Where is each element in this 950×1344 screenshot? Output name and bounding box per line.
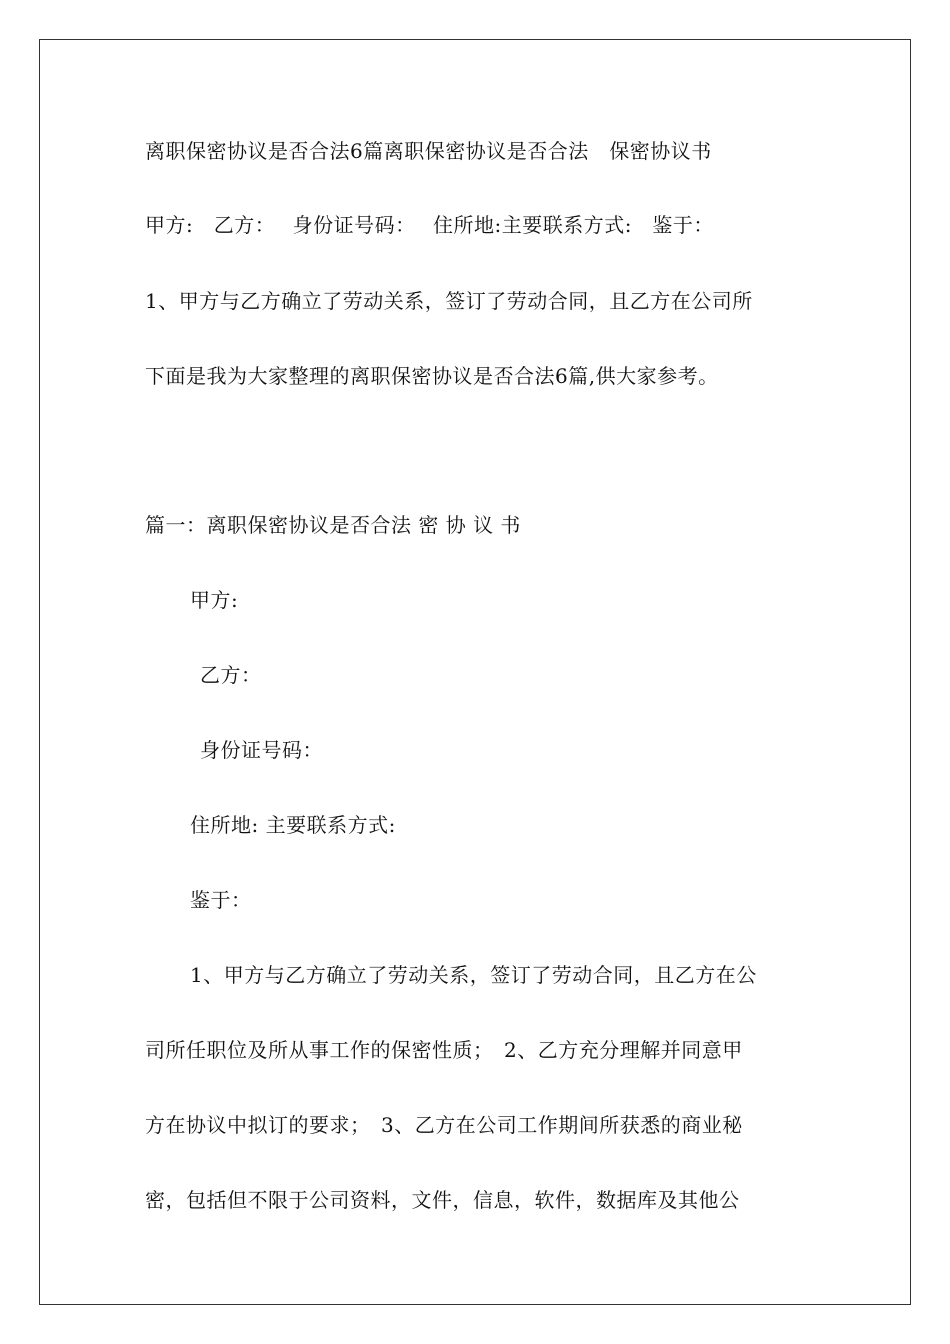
address-contact-label: 住所地: 主要联系方式: <box>190 813 396 837</box>
clause-line-4: 密，包括但不限于公司资料，文件，信息，软件，数据库及其他公 <box>145 1188 740 1212</box>
doc-title-line: 离职保密协议是否合法6篇离职保密协议是否合法 保密协议书 <box>145 139 712 163</box>
intro-line: 下面是我为大家整理的离职保密协议是否合法6篇,供大家参考。 <box>145 364 719 388</box>
parties-summary-line: 甲方: 乙方： 身份证号码： 住所地:主要联系方式: 鉴于： <box>145 213 714 237</box>
summary-clause-line: 1、甲方与乙方确立了劳动关系，签订了劳动合同，且乙方在公司所 <box>145 289 753 313</box>
clause-line-3: 方在协议中拟订的要求； 3、乙方在公司工作期间所获悉的商业秘 <box>145 1113 743 1137</box>
party-a-label: 甲方: <box>190 588 239 612</box>
whereas-label: 鉴于： <box>190 888 252 912</box>
section-heading: 篇一：离职保密协议是否合法 密 协 议 书 <box>145 513 521 537</box>
id-number-label: 身份证号码： <box>200 738 323 762</box>
party-b-label: 乙方： <box>200 663 262 687</box>
clause-line-1: 1、甲方与乙方确立了劳动关系，签订了劳动合同，且乙方在公 <box>190 963 757 987</box>
clause-line-2: 司所任职位及所从事工作的保密性质； 2、乙方充分理解并同意甲 <box>145 1038 743 1062</box>
